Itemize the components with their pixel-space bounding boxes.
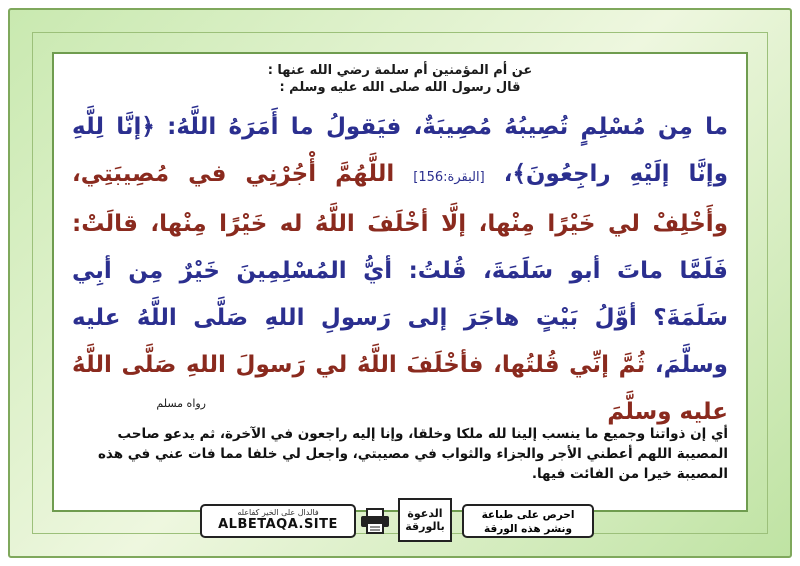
- logo-line-1: الدعوة: [407, 507, 443, 520]
- hadith-text: [72, 104, 728, 436]
- site-link[interactable]: ALBETAQA.SITE: [218, 517, 338, 532]
- quran-reference: [البقرة:156]: [413, 170, 485, 185]
- hadith-part-1: ما مِن مُسْلِمٍ تُصِيبُهُ مُصِيبَةٌ، فيَقولُ ما أَمَرَهُ اللَّهُ: ﴿إنَّا لِلَّهِ وإنَّا إلَيْهِ راجِعُونَ﴾،: [72, 114, 728, 187]
- dawah-logo: [398, 498, 452, 542]
- promo-line-2: ونشر هذه الورقة: [484, 523, 572, 535]
- header-line-1: عن أم المؤمنين أم سلمة رضي الله عنها :: [267, 63, 533, 78]
- site-slogan: فالدال على الخير كفاعله: [237, 508, 319, 517]
- explanation: أي إن ذواتنا وجميع ما ينسب إلينا لله ملكا وخلقا، وإنا إليه راجعون في الآخرة، ثم يدعو صاحب المصيبة اللهم أعطني الأجر والجزاء والثواب في مصيبتي، واجعل لي خلفا مما فات عني في هذه المصيبة خيرا من الفائت فيها.: [97, 426, 728, 482]
- print-promo-box: [462, 504, 594, 538]
- hadith-part-3: فَلَمَّا ماتَ أبو سَلَمَةَ، قُلتُ: أيُّ المُسْلِمِينَ خَيْرٌ مِن أبِي سَلَمَةَ؟ أوَّلُ بَيْتٍ هاجَرَ إلى رَسولِ اللهِ صَلَّى اللَّهُ عليه وسلَّمَ،: [72, 258, 728, 378]
- hadith-part-2: اللَّهُمَّ أْجُرْنِي في مُصِيبَتِي، وأَخْلِفْ لي خَيْرًا مِنْها، إلَّا أخْلَفَ اللَّهُ له خَيْرًا مِنْها، قالَتْ:: [72, 161, 728, 237]
- header-line-2: قال رسول الله صلى الله عليه وسلم :: [279, 80, 521, 95]
- hadith-card: [52, 52, 748, 512]
- site-box: [200, 504, 356, 538]
- printer-icon: [360, 508, 390, 534]
- logo-line-2: بالورقة: [405, 520, 445, 533]
- header: [54, 62, 746, 96]
- narrator: رواه مسلم: [156, 397, 206, 410]
- promo-line-1: احرص على طباعة: [481, 509, 575, 521]
- footer: [200, 498, 600, 542]
- hadith-part-4: ثُمَّ إنِّي قُلتُها، فأخْلَفَ اللَّهُ لي رَسولَ اللهِ صَلَّى اللَّهُ عليه وسلَّمَ: [72, 352, 728, 425]
